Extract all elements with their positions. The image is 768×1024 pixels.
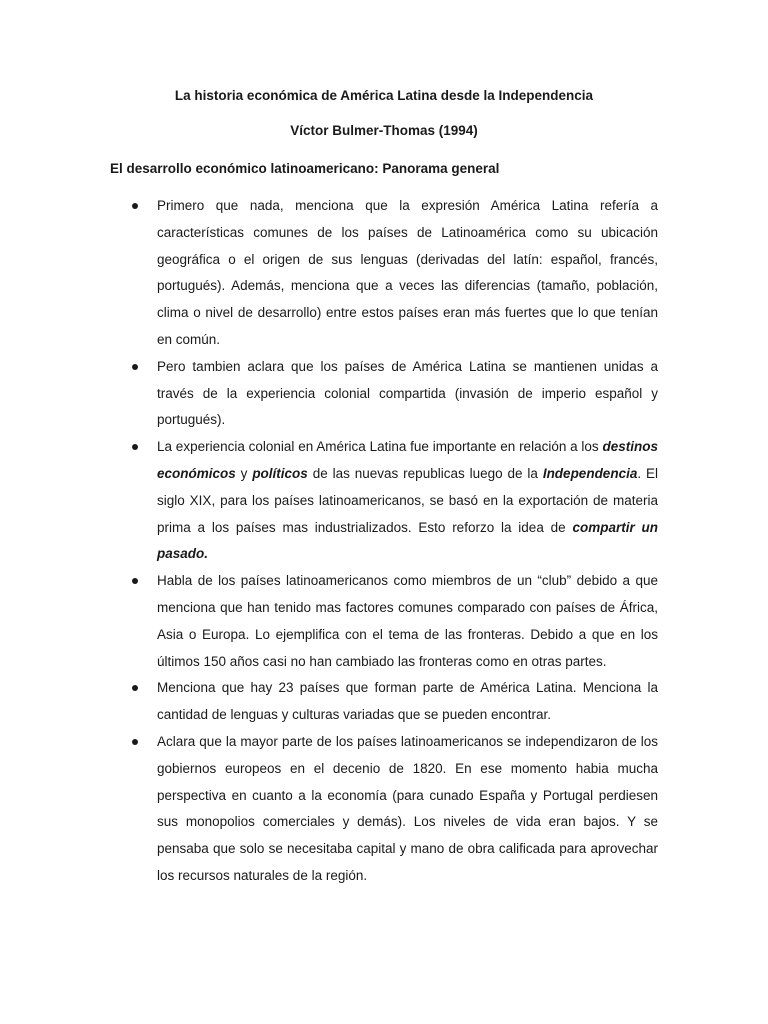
list-item-text: Primero que nada, menciona que la expresión América Latina refería a características comunes de los países de Latinoamérica como su ubicación geográfica o el origen de sus lenguas (derivadas del latín: español, francés, portugués). Además, menciona que a veces las diferencias (tamaño, población, clima o nivel de desarrollo) entre estos países eran más fuertes que lo que tenían en común. (157, 198, 658, 347)
list-item (110, 568, 658, 675)
list-item (110, 354, 658, 434)
list-item-text: Pero tambien aclara que los países de América Latina se mantienen unidas a través de la experiencia colonial compartida (invasión de imperio español y portugués). (157, 358, 658, 428)
emphasis-text: compartir un pasado. (157, 519, 658, 562)
bullet-icon (132, 444, 138, 450)
list-item (110, 193, 658, 354)
list-item-text: Aclara que la mayor parte de los países latinoamericanos se independizaron de los gobiernos europeos en el decenio de 1820. En ese momento habia mucha perspectiva en cuanto a la economía (para cunado España y Portugal perdiesen sus monopolios comerciales y demás). Los niveles de vida eran bajos. Y se pensaba que solo se necesitaba capital y mano de obra calificada para aprovechar los recursos naturales de la región. (157, 733, 658, 883)
bullet-icon (132, 685, 138, 691)
list-item-text: Menciona que hay 23 países que forman parte de América Latina. Menciona la cantidad de lenguas y culturas variadas que se pueden encontrar. (157, 680, 658, 723)
list-item (110, 675, 658, 729)
list-item (110, 434, 658, 568)
bullet-icon (132, 578, 138, 584)
list-item-text-part: . El siglo XIX, para los países latinoamericanos, se basó en la exportación de materia prima a los países mas industrializados. Esto reforzo la idea de (157, 465, 658, 535)
list-item-text-part: y (235, 465, 253, 481)
emphasis-text: políticos (252, 465, 308, 481)
bullet-icon (132, 364, 138, 370)
list-item-text: Habla de los países latinoamericanos como miembros de un “club” debido a que menciona que han tenido mas factores comunes comparado con países de África, Asia o Europa. Lo ejemplifica con el tema de las fronteras. Debido a que en los últimos 150 años casi no han cambiado las fronteras como en otras partes. (157, 573, 658, 669)
list-item-text-part: La experiencia colonial en América Latina fue importante en relación a los (157, 439, 603, 455)
bullet-icon (132, 739, 138, 745)
section-heading: El desarrollo económico latinoamericano: Panorama general (110, 161, 500, 176)
list-item-text-part: de las nuevas republicas luego de la (307, 465, 543, 481)
emphasis-text: Independencia (542, 465, 638, 481)
document-author: Víctor Bulmer-Thomas (1994) (290, 123, 478, 138)
list-item (110, 729, 658, 890)
bullet-list (110, 193, 658, 890)
document-title: La historia económica de América Latina desde la Independencia (174, 88, 594, 103)
emphasis-text: destinos económicos (157, 439, 658, 481)
bullet-icon (132, 203, 138, 209)
